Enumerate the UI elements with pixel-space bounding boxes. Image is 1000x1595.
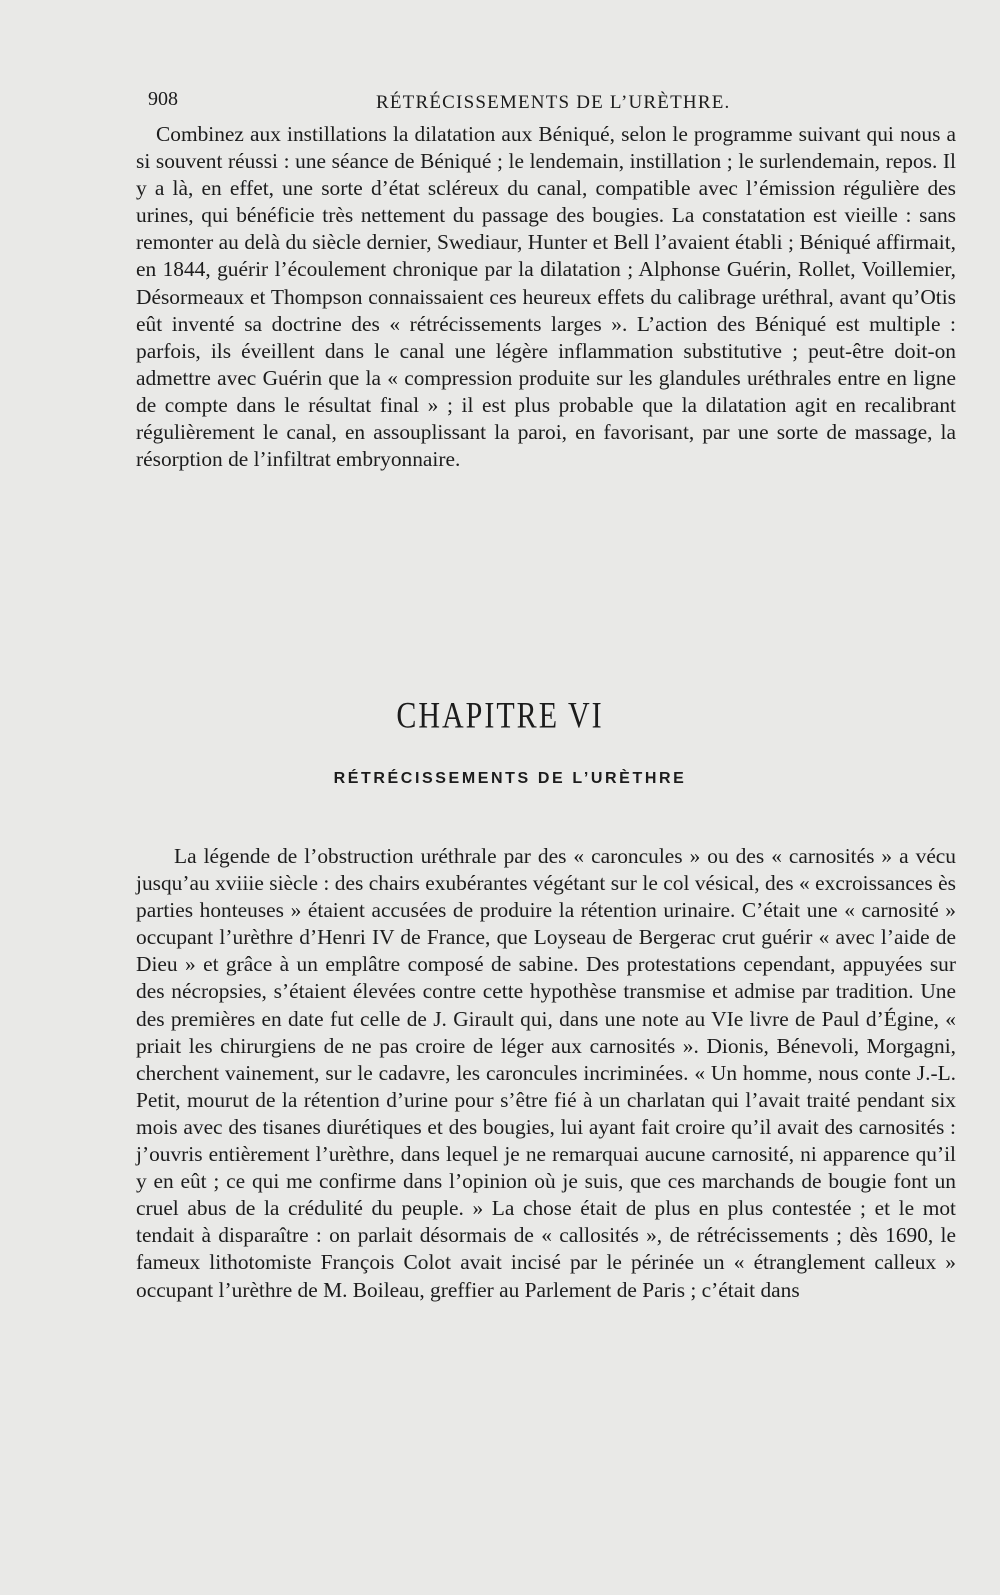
- page-header: [148, 88, 948, 118]
- paragraph-1: Combinez aux instillations la dilatation aux Béniqué, selon le programme suivant qui nous a si souvent réussi : une séance de Béniqué ; le lendemain, instillation ; le surlendemain, repos. Il y a là, en effet, une sorte d’état scléreux du canal, compatible avec l’émission régulière des urines, qui bénéficie très nettement du passage des bougies. La constatation est vieille : sans remonter au delà du siècle dernier, Swediaur, Hunter et Bell l’avaient établi ; Béniqué affirmait, en 1844, guérir l’écoulement chronique par la dilatation ; Alphonse Guérin, Rollet, Voillemier, Désormeaux et Thompson connaissaient ces heureux effets du calibrage uréthral, avant qu’Otis eût inventé sa doctrine des « rétrécissements larges ». L’action des Béniqué est multiple : parfois, ils éveillent dans le canal une légère inflammation substitutive ; peut-être doit-on admettre avec Guérin que la « compression produite sur les glandules uréthrales entre en ligne de compte dans le résultat final » ; il est plus probable que la dilatation agit en recalibrant régulièrement le canal, en assouplissant la paroi, en favorisant, par une sorte de massage, la résorption de l’infiltrat embryonnaire.: [136, 122, 956, 472]
- page-number: 908: [148, 88, 178, 110]
- chapter-subtitle: RÉTRÉCISSEMENTS DE L’URÈTHRE: [333, 770, 687, 787]
- running-head: RÉTRÉCISSEMENTS DE L’URÈTHRE.: [376, 92, 731, 113]
- paragraph-continuation: [136, 121, 956, 473]
- chapter-body: [136, 843, 956, 1304]
- chapter-title: CHAPITRE VI: [396, 695, 604, 737]
- paragraph-2: La légende de l’obstruction uréthrale par des « caroncules » ou des « carnosités » a vécu jusqu’au xviiie siècle : des chairs exubérantes végétant sur le col vésical, des « excroissances ès parties honteuses » étaient accusées de produire la rétention urinaire. C’était une « carnosité » occupant l’urèthre d’Henri IV de France, que Loyseau de Bergerac crut guérir « avec l’aide de Dieu » et grâce à un emplâtre composé de sabine. Des protestations cependant, appuyées sur des nécropsies, s’étaient élevées contre cette hypothèse transmise et admise par tradition. Une des premières en date fut celle de J. Girault qui, dans une note au VIe livre de Paul d’Égine, « priait les chirurgiens de ne pas croire de léger aux carnosités ». Dionis, Bénevoli, Morgagni, cherchent vainement, sur le cadavre, les caroncules incriminées. « Un homme, nous conte J.-L. Petit, mourut de la rétention d’urine pour s’être fié à un charlatan qui l’avait traité pendant six mois avec des tisanes diurétiques et des bougies, lui ayant fait croire qu’il avait des carnosités : j’ouvris entièrement l’urèthre, dans lequel je ne remarquai aucune carnosité, ni apparence qu’il y en eût ; ce qui me confirme dans l’opinion où je suis, que ces marchands de bougie font un cruel abus de la crédulité du peuple. » La chose était de plus en plus contestée ; et le mot tendait à disparaître : on parlait désormais de « callosités », de rétrécissements ; dès 1690, le fameux lithotomiste François Colot avait incisé par le périnée un « étranglement calleux » occupant l’urèthre de M. Boileau, greffier au Parlement de Paris ; c’était dans: [136, 844, 956, 1302]
